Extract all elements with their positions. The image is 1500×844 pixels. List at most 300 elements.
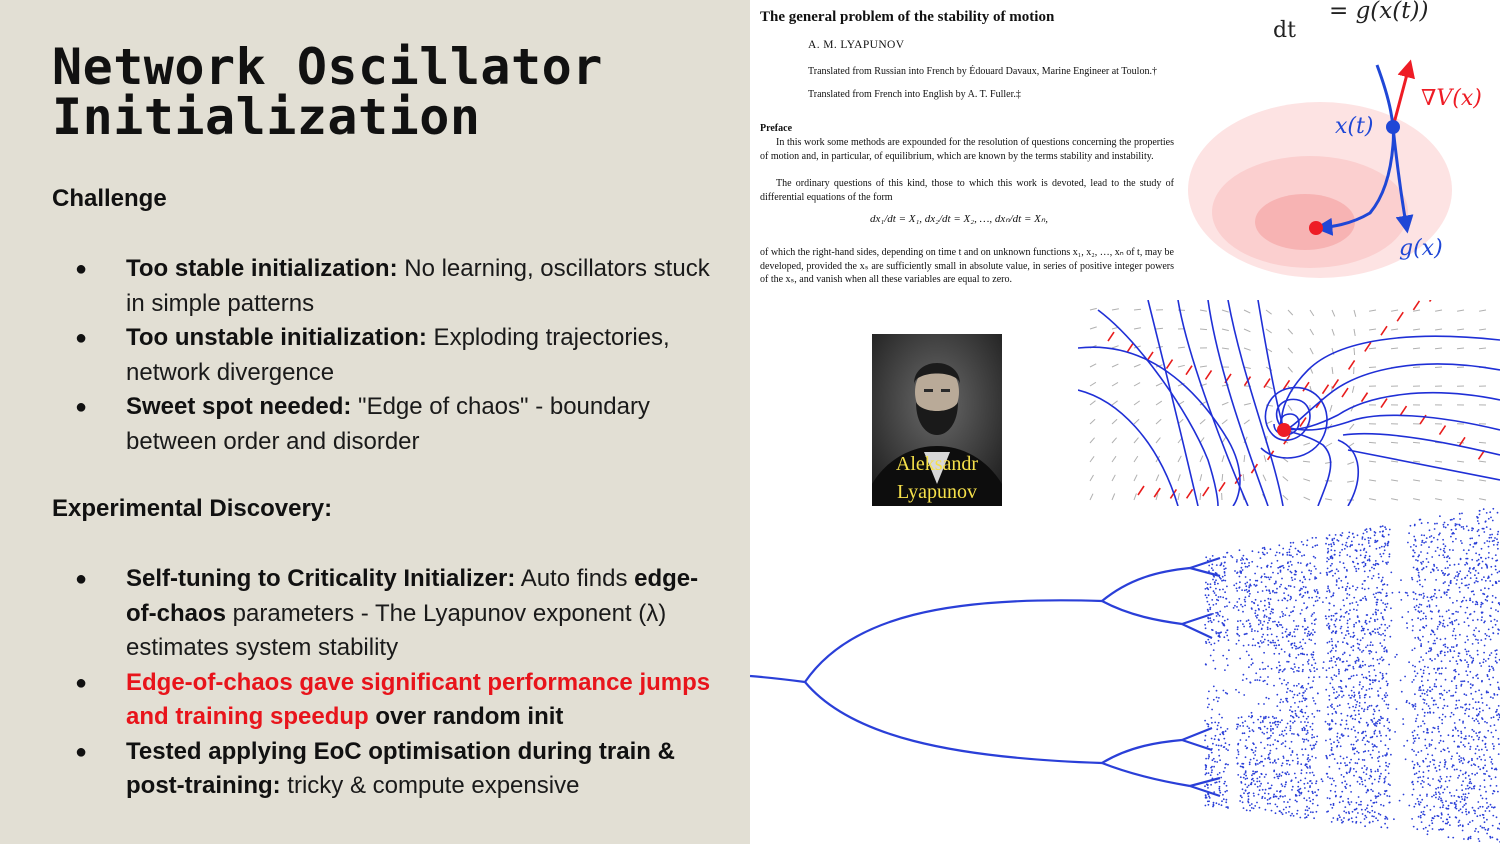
chaos-point	[1419, 661, 1421, 663]
chaos-point	[1308, 790, 1310, 792]
chaos-point	[1369, 675, 1371, 677]
chaos-point	[1431, 731, 1433, 733]
chaos-point	[1423, 597, 1425, 599]
chaos-point	[1476, 735, 1478, 737]
chaos-point	[1486, 833, 1488, 835]
chaos-point	[1452, 602, 1454, 604]
chaos-point	[1474, 635, 1476, 637]
chaos-point	[1364, 571, 1366, 573]
chaos-point	[1481, 619, 1483, 621]
chaos-point	[1292, 760, 1294, 762]
chaos-point	[1497, 531, 1499, 533]
chaos-point	[1272, 722, 1274, 724]
chaos-point	[1441, 667, 1443, 669]
chaos-point	[1245, 756, 1247, 758]
chaos-point	[1389, 729, 1391, 731]
chaos-point	[1245, 566, 1247, 568]
chaos-point	[1260, 620, 1262, 622]
chaos-point	[1236, 583, 1238, 585]
chaos-point	[1486, 512, 1488, 514]
chaos-point	[1460, 606, 1462, 608]
chaos-point	[1236, 643, 1238, 645]
chaos-point	[1382, 525, 1384, 527]
chaos-point	[1384, 549, 1386, 551]
chaos-point	[1440, 653, 1442, 655]
chaos-point	[1480, 589, 1482, 591]
chaos-point	[1350, 716, 1352, 718]
chaos-point	[1444, 551, 1446, 553]
chaos-point	[1268, 619, 1270, 621]
chaos-point	[1346, 542, 1348, 544]
chaos-point	[1380, 716, 1382, 718]
chaos-point	[1351, 541, 1353, 543]
chaos-point	[1420, 815, 1422, 817]
chaos-point	[1315, 703, 1317, 705]
chaos-point	[1428, 765, 1430, 767]
chaos-point	[1425, 541, 1427, 543]
chaos-point	[1460, 757, 1462, 759]
chaos-point	[1484, 759, 1486, 761]
chaos-point	[1357, 563, 1359, 565]
chaos-point	[1205, 582, 1207, 584]
chaos-point	[1398, 591, 1400, 593]
chaos-point	[1477, 801, 1479, 803]
chaos-point	[1333, 780, 1335, 782]
chaos-point	[1389, 795, 1391, 797]
chaos-point	[1289, 632, 1291, 634]
chaos-point	[1331, 660, 1333, 662]
challenge-list	[52, 252, 712, 459]
chaos-point	[1495, 582, 1497, 584]
chaos-point	[1312, 657, 1314, 659]
chaos-point	[1379, 642, 1381, 644]
chaos-point	[1290, 715, 1292, 717]
chaos-point	[1443, 543, 1445, 545]
chaos-point	[1447, 589, 1449, 591]
chaos-point	[1385, 528, 1387, 530]
chaos-point	[1438, 815, 1440, 817]
chaos-point	[1477, 654, 1479, 656]
chaos-point	[1278, 544, 1280, 546]
chaos-point	[1457, 730, 1459, 732]
chaos-point	[1367, 804, 1369, 806]
chaos-point	[1291, 647, 1293, 649]
chaos-point	[1400, 680, 1402, 682]
chaos-point	[1250, 625, 1252, 627]
chaos-point	[1384, 624, 1386, 626]
chaos-point	[1349, 665, 1351, 667]
chaos-point	[1215, 631, 1217, 633]
chaos-point	[1344, 780, 1346, 782]
chaos-point	[1238, 692, 1240, 694]
chaos-point	[1289, 653, 1291, 655]
chaos-point	[1327, 776, 1329, 778]
chaos-point	[1260, 761, 1262, 763]
chaos-point	[1421, 604, 1423, 606]
chaos-point	[1466, 661, 1468, 663]
chaos-point	[1452, 657, 1454, 659]
chaos-point	[1257, 591, 1259, 593]
chaos-point	[1440, 798, 1442, 800]
chaos-point	[1319, 710, 1321, 712]
chaos-point	[1361, 732, 1363, 734]
chaos-point	[1247, 800, 1249, 802]
chaos-point	[1335, 675, 1337, 677]
chaos-point	[1341, 791, 1343, 793]
chaos-point	[1475, 718, 1477, 720]
chaos-point	[1360, 549, 1362, 551]
chaos-point	[1424, 806, 1426, 808]
chaos-point	[1473, 594, 1475, 596]
challenge-item: ● Sweet spot needed: "Edge of chaos" - boundary between order and disorder	[75, 393, 650, 455]
chaos-point	[1468, 775, 1470, 777]
chaos-point	[1279, 669, 1281, 671]
chaos-point	[1498, 738, 1500, 740]
chaos-point	[1383, 725, 1385, 727]
chaos-point	[1345, 576, 1347, 578]
chaos-point	[1363, 533, 1365, 535]
chaos-point	[1247, 793, 1249, 795]
chaos-point	[1434, 727, 1436, 729]
chaos-point	[1333, 615, 1335, 617]
chaos-point	[1211, 738, 1213, 740]
chaos-point	[1413, 767, 1415, 769]
chaos-point	[1246, 558, 1248, 560]
chaos-point	[1464, 621, 1466, 623]
chaos-point	[1210, 655, 1212, 657]
chaos-point	[1373, 709, 1375, 711]
chaos-point	[1263, 703, 1265, 705]
chaos-point	[1290, 571, 1292, 573]
chaos-point	[1298, 625, 1300, 627]
chaos-point	[1327, 723, 1329, 725]
chaos-point	[1295, 800, 1297, 802]
chaos-point	[1434, 643, 1436, 645]
chaos-point	[1243, 792, 1245, 794]
chaos-point	[1477, 581, 1479, 583]
chaos-point	[1374, 540, 1376, 542]
chaos-point	[1352, 749, 1354, 751]
chaos-point	[1211, 769, 1213, 771]
chaos-point	[1270, 725, 1272, 727]
chaos-point	[1306, 608, 1308, 610]
chaos-point	[1361, 708, 1363, 710]
chaos-point	[1460, 741, 1462, 743]
chaos-point	[1282, 756, 1284, 758]
chaos-point	[1448, 690, 1450, 692]
chaos-point	[1486, 526, 1488, 528]
chaos-point	[1468, 811, 1470, 813]
chaos-point	[1462, 774, 1464, 776]
chaos-point	[1369, 683, 1371, 685]
chaos-point	[1478, 559, 1480, 561]
chaos-point	[1492, 736, 1494, 738]
chaos-point	[1458, 775, 1460, 777]
chaos-point	[1370, 617, 1372, 619]
chaos-point	[1413, 826, 1415, 828]
chaos-point	[1429, 529, 1431, 531]
chaos-point	[1261, 642, 1263, 644]
chaos-point	[1339, 658, 1341, 660]
chaos-point	[1467, 681, 1469, 683]
chaos-point	[1466, 636, 1468, 638]
chaos-point	[1430, 744, 1432, 746]
chaos-point	[1211, 621, 1213, 623]
chaos-point	[1469, 778, 1471, 780]
chaos-point	[1362, 784, 1364, 786]
chaos-point	[1237, 743, 1239, 745]
chaos-point	[1326, 591, 1328, 593]
chaos-point	[1297, 763, 1299, 765]
chaos-point	[1353, 726, 1355, 728]
chaos-point	[1382, 577, 1384, 579]
chaos-point	[1390, 607, 1392, 609]
chaos-point	[1210, 774, 1212, 776]
chaos-point	[1425, 758, 1427, 760]
chaos-point	[1249, 730, 1251, 732]
chaos-point	[1225, 692, 1227, 694]
chaos-point	[1439, 807, 1441, 809]
chaos-point	[1380, 826, 1382, 828]
chaos-point	[1245, 775, 1247, 777]
chaos-point	[1306, 688, 1308, 690]
chaos-point	[1453, 518, 1455, 520]
chaos-point	[1380, 612, 1382, 614]
chaos-point	[1244, 563, 1246, 565]
chaos-point	[1362, 583, 1364, 585]
chaos-point	[1241, 589, 1243, 591]
chaos-point	[1413, 738, 1415, 740]
vector-arrow	[1391, 348, 1398, 349]
chaos-point	[1357, 616, 1359, 618]
chaos-point	[1332, 575, 1334, 577]
chaos-point	[1275, 581, 1277, 583]
chaos-point	[1265, 809, 1267, 811]
chaos-point	[1325, 618, 1327, 620]
chaos-point	[1481, 749, 1483, 751]
chaos-point	[1356, 557, 1358, 559]
chaos-point	[1311, 782, 1313, 784]
chaos-point	[1309, 765, 1311, 767]
chaos-point	[1208, 772, 1210, 774]
chaos-point	[1340, 680, 1342, 682]
chaos-point	[1361, 651, 1363, 653]
chaos-point	[1207, 639, 1209, 641]
chaos-point	[1282, 796, 1284, 798]
chaos-point	[1417, 560, 1419, 562]
lyapunov-portrait	[872, 334, 1002, 506]
chaos-point	[1429, 711, 1431, 713]
chaos-point	[1440, 549, 1442, 551]
chaos-point	[1205, 627, 1207, 629]
chaos-point	[1255, 747, 1257, 749]
chaos-point	[1251, 601, 1253, 603]
chaos-point	[1461, 798, 1463, 800]
chaos-point	[1347, 669, 1349, 671]
chaos-point	[1427, 679, 1429, 681]
chaos-point	[1438, 798, 1440, 800]
chaos-point	[1475, 732, 1477, 734]
chaos-point	[1267, 728, 1269, 730]
chaos-point	[1474, 830, 1476, 832]
chaos-point	[1495, 624, 1497, 626]
chaos-point	[1340, 580, 1342, 582]
chaos-point	[1424, 666, 1426, 668]
chaos-point	[1296, 813, 1298, 815]
chaos-point	[1282, 548, 1284, 550]
chaos-point	[1439, 781, 1441, 783]
chaos-point	[1255, 610, 1257, 612]
chaos-point	[1366, 817, 1368, 819]
chaos-point	[1352, 585, 1354, 587]
chaos-point	[1289, 730, 1291, 732]
chaos-point	[1265, 586, 1267, 588]
chaos-point	[1479, 785, 1481, 787]
chaos-point	[1349, 785, 1351, 787]
chaos-point	[1377, 659, 1379, 661]
chaos-point	[1359, 649, 1361, 651]
chaos-point	[1253, 752, 1255, 754]
chaos-point	[1443, 548, 1445, 550]
chaos-point	[1311, 686, 1313, 688]
chaos-point	[1379, 766, 1381, 768]
equilibrium-point	[1309, 221, 1323, 235]
chaos-point	[1493, 669, 1495, 671]
chaos-point	[1269, 628, 1271, 630]
chaos-point	[1373, 713, 1375, 715]
chaos-point	[1329, 603, 1331, 605]
chaos-point	[1384, 543, 1386, 545]
chaos-point	[1383, 536, 1385, 538]
chaos-point	[1379, 553, 1381, 555]
chaos-point	[1402, 718, 1404, 720]
chaos-point	[1456, 808, 1458, 810]
chaos-point	[1245, 583, 1247, 585]
chaos-point	[1386, 695, 1388, 697]
chaos-point	[1238, 635, 1240, 637]
chaos-point	[1248, 785, 1250, 787]
chaos-point	[1417, 581, 1419, 583]
chaos-point	[1240, 766, 1242, 768]
chaos-point	[1431, 660, 1433, 662]
chaos-point	[1241, 782, 1243, 784]
chaos-point	[1438, 765, 1440, 767]
chaos-point	[1489, 810, 1491, 812]
chaos-point	[1229, 601, 1231, 603]
chaos-point	[1215, 588, 1217, 590]
chaos-point	[1365, 551, 1367, 553]
chaos-point	[1316, 544, 1318, 546]
chaos-point	[1353, 768, 1355, 770]
chaos-point	[1472, 660, 1474, 662]
chaos-point	[1434, 528, 1436, 530]
chaos-point	[1327, 713, 1329, 715]
chaos-point	[1370, 771, 1372, 773]
chaos-point	[1435, 679, 1437, 681]
chaos-point	[1479, 563, 1481, 565]
chaos-point	[1435, 672, 1437, 674]
chaos-point	[1348, 818, 1350, 820]
chaos-point	[1306, 654, 1308, 656]
chaos-point	[1220, 727, 1222, 729]
chaos-point	[1379, 658, 1381, 660]
chaos-point	[1443, 524, 1445, 526]
chaos-point	[1447, 821, 1449, 823]
chaos-point	[1315, 577, 1317, 579]
chaos-point	[1452, 541, 1454, 543]
chaos-point	[1389, 636, 1391, 638]
chaos-point	[1476, 708, 1478, 710]
chaos-point	[1299, 641, 1301, 643]
chaos-point	[1246, 651, 1248, 653]
chaos-point	[1358, 796, 1360, 798]
chaos-point	[1364, 557, 1366, 559]
chaos-point	[1216, 802, 1218, 804]
chaos-point	[1335, 646, 1337, 648]
chaos-point	[1210, 620, 1212, 622]
chaos-point	[1264, 639, 1266, 641]
chaos-point	[1466, 553, 1468, 555]
chaos-point	[1468, 549, 1470, 551]
chaos-point	[1297, 761, 1299, 763]
chaos-point	[1224, 606, 1226, 608]
chaos-point	[1417, 751, 1419, 753]
chaos-point	[1465, 803, 1467, 805]
chaos-point	[1485, 746, 1487, 748]
chaos-point	[1488, 665, 1490, 667]
chaos-point	[1479, 789, 1481, 791]
chaos-point	[1488, 518, 1490, 520]
chaos-point	[1458, 821, 1460, 823]
chaos-point	[1415, 545, 1417, 547]
chaos-point	[1271, 810, 1273, 812]
chaos-point	[1474, 813, 1476, 815]
chaos-point	[1282, 742, 1284, 744]
chaos-point	[1295, 657, 1297, 659]
chaos-point	[1478, 689, 1480, 691]
chaos-point	[1315, 783, 1317, 785]
chaos-point	[1418, 576, 1420, 578]
chaos-point	[1224, 562, 1226, 564]
chaos-point	[1433, 818, 1435, 820]
chaos-point	[1271, 668, 1273, 670]
vector-arrow	[1413, 367, 1420, 368]
chaos-point	[1490, 607, 1492, 609]
chaos-point	[1257, 719, 1259, 721]
chaos-point	[1309, 759, 1311, 761]
chaos-point	[1302, 687, 1304, 689]
chaos-point	[1297, 810, 1299, 812]
chaos-point	[1424, 712, 1426, 714]
chaos-point	[1419, 794, 1421, 796]
chaos-point	[1423, 689, 1425, 691]
chaos-point	[1468, 715, 1470, 717]
chaos-point	[1277, 640, 1279, 642]
chaos-point	[1440, 685, 1442, 687]
chaos-point	[1493, 748, 1495, 750]
chaos-point	[1281, 743, 1283, 745]
chaos-point	[1346, 772, 1348, 774]
chaos-point	[1470, 683, 1472, 685]
chaos-point	[1338, 694, 1340, 696]
chaos-point	[1210, 583, 1212, 585]
chaos-point	[1462, 830, 1464, 832]
chaos-point	[1475, 748, 1477, 750]
chaos-point	[1289, 599, 1291, 601]
chaos-point	[1292, 668, 1294, 670]
chaos-point	[1385, 765, 1387, 767]
chaos-point	[1447, 574, 1449, 576]
